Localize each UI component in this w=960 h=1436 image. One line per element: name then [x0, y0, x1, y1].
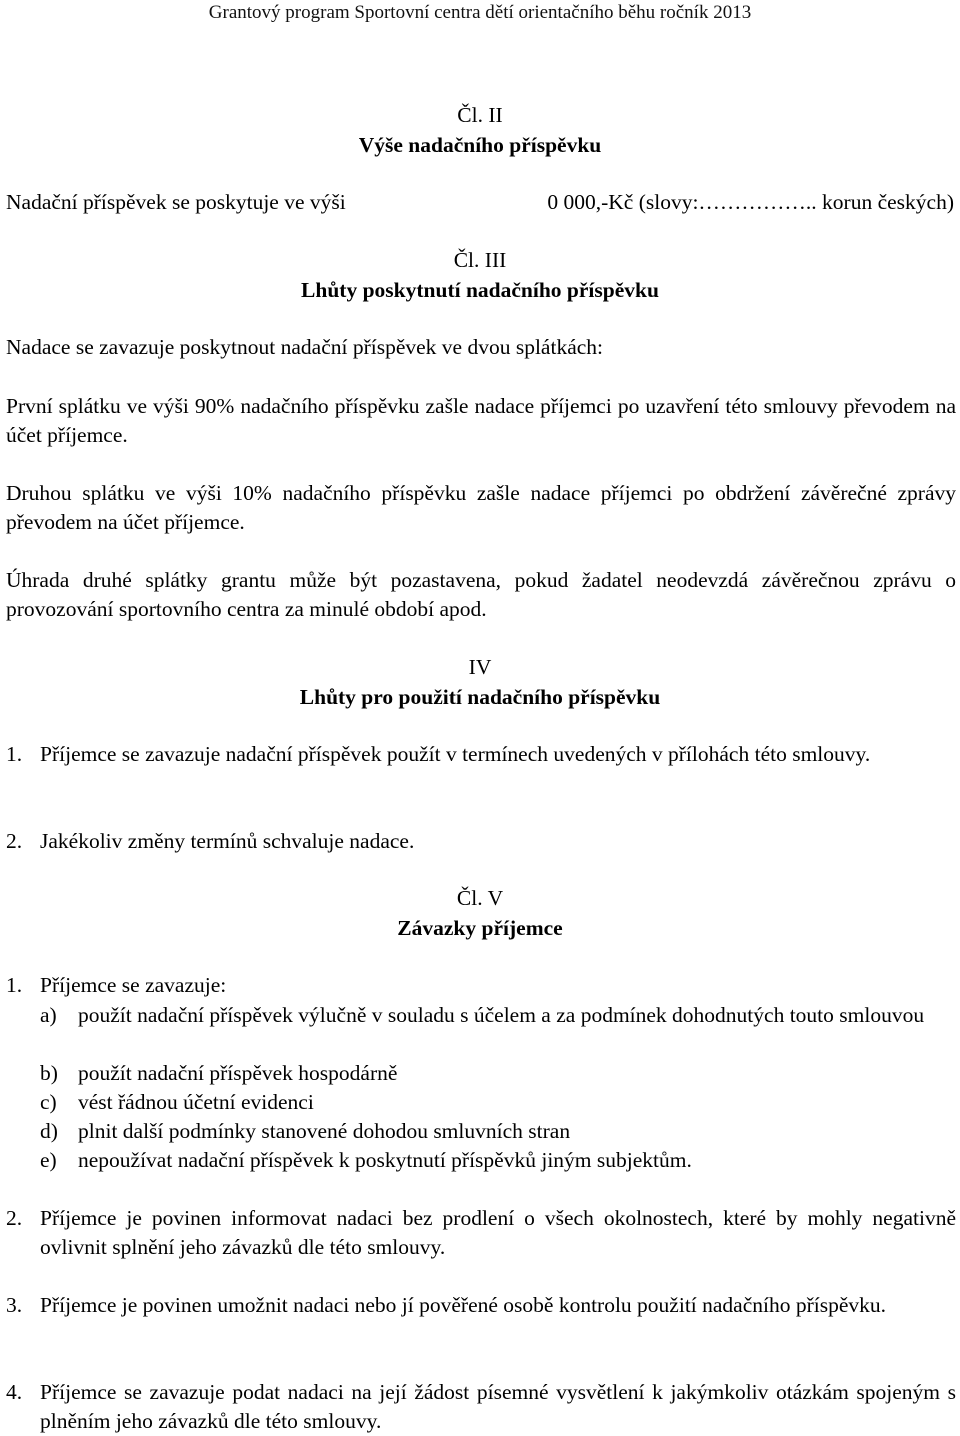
article-2-number: Čl. II	[457, 103, 503, 127]
paragraph-second-installment: Druhou splátku ve výši 10% nadačního příspěvku zašle nadace příjemci po obdržení závěrečné zprávy převodem na účet příjemce.	[6, 481, 956, 534]
sub-item-text: použít nadační příspěvek hospodárně	[78, 1061, 398, 1085]
paragraph-payment-suspension: Úhrada druhé splátky grantu může být pozastavena, pokud žadatel neodevzdá závěrečnou zprávu o provozování sportovního centra za minulé období apod.	[6, 568, 956, 621]
amount-text: Nadační příspěvek se poskytuje ve výši	[6, 190, 346, 214]
amount-value: 0 000,-Kč (slovy:…………….. korun českých)	[547, 190, 954, 214]
page-header: Grantový program Sportovní centra dětí orientačního běhu ročník 2013	[208, 2, 752, 23]
article-5-title: Závazky příjemce	[397, 916, 563, 940]
list-item-text: Příjemce je povinen umožnit nadaci nebo jí pověřené osobě kontrolu použití nadačního příspěvku.	[40, 1293, 887, 1317]
article-3-title: Lhůty poskytnutí nadačního příspěvku	[301, 278, 659, 302]
article-5-number: Čl. V	[456, 886, 504, 910]
sub-item-letter: a)	[40, 1003, 57, 1027]
list-item-number: 2.	[6, 829, 23, 853]
list-item-number: 1.	[6, 742, 23, 766]
sub-item-letter: b)	[40, 1061, 58, 1085]
list-item-text: Příjemce se zavazuje nadační příspěvek použít v termínech uvedených v přílohách této smlouvy.	[40, 742, 871, 766]
list-item-number: 1.	[6, 973, 23, 997]
sub-item-text: nepoužívat nadační příspěvek k poskytnutí příspěvků jiným subjektům.	[78, 1148, 692, 1172]
paragraph-first-installment: První splátku ve výši 90% nadačního příspěvku zašle nadace příjemci po uzavření této smlouvy převodem na účet příjemce.	[6, 394, 956, 447]
list-item-number: 3.	[6, 1293, 23, 1317]
list-item-text: Příjemce je povinen informovat nadaci bez prodlení o všech okolnostech, které by mohly negativně ovlivnit splnění jeho závazků dle této smlouvy.	[40, 1206, 956, 1259]
article-4-title: Lhůty pro použití nadačního příspěvku	[299, 685, 661, 709]
sub-item-letter: c)	[40, 1090, 57, 1114]
paragraph-installments: Nadace se zavazuje poskytnout nadační příspěvek ve dvou splátkách:	[6, 335, 604, 359]
list-item-number: 4.	[6, 1380, 23, 1404]
list-item-text: Příjemce se zavazuje podat nadaci na její žádost písemné vysvětlení k jakýmkoliv otázkám spojeným s plněním jeho závazků dle této smlouvy.	[40, 1380, 956, 1433]
sub-item-letter: e)	[40, 1148, 57, 1172]
sub-item-text: použít nadační příspěvek výlučně v souladu s účelem a za podmínek dohodnutých touto smlouvou	[78, 1003, 925, 1027]
list-item-text: Jakékoliv změny termínů schvaluje nadace.	[40, 829, 415, 853]
sub-item-text: vést řádnou účetní evidenci	[78, 1090, 314, 1114]
sub-item-text: plnit další podmínky stanovené dohodou smluvních stran	[78, 1119, 571, 1143]
sub-item-letter: d)	[40, 1119, 58, 1143]
article-4-number: IV	[468, 655, 492, 679]
article-3-number: Čl. III	[453, 248, 507, 272]
article-2-title: Výše nadačního příspěvku	[358, 133, 602, 157]
list-item-number: 2.	[6, 1206, 23, 1230]
list-item-text: Příjemce se zavazuje:	[40, 973, 227, 997]
